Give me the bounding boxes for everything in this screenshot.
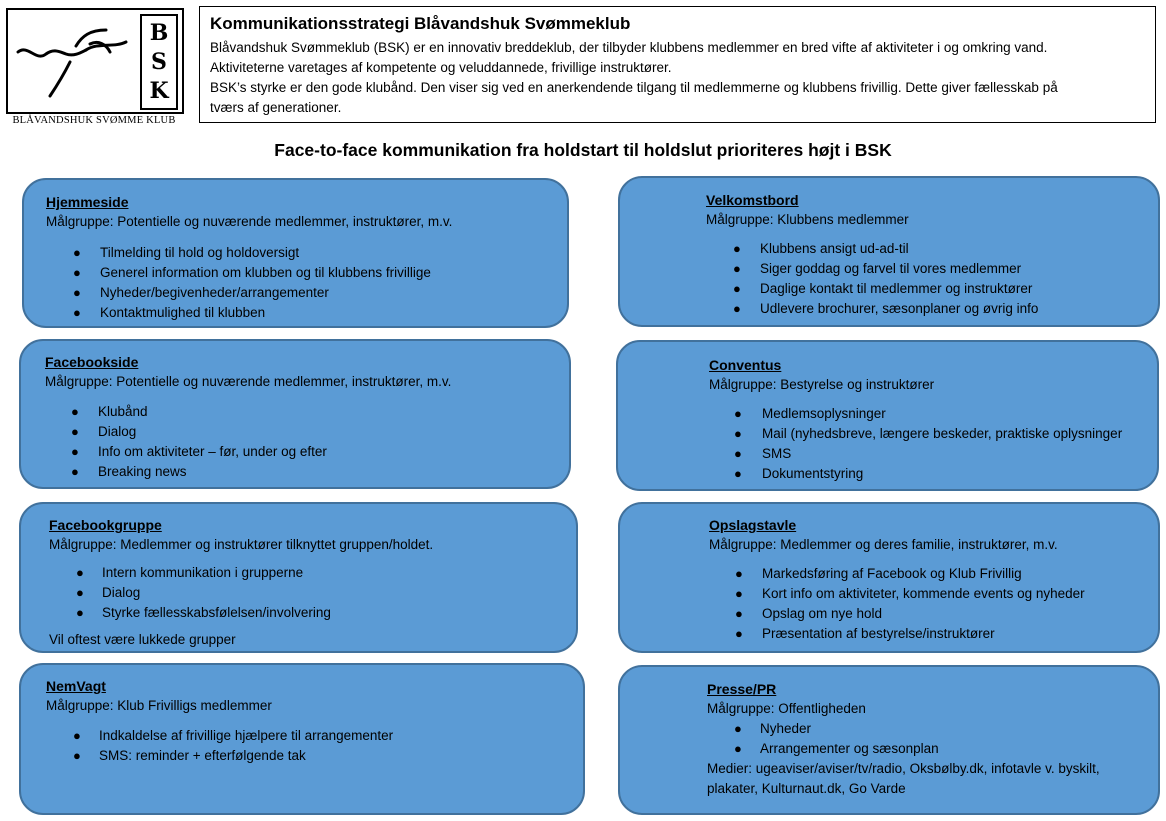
list-item: Klubbens ansigt ud-ad-til [760,241,909,256]
bullet-row [46,263,452,283]
bullet-row [45,462,451,482]
bullet-icon: ● [733,241,741,256]
list-item: Mail (nyhedsbreve, længere beskeder, praktiske oplysninger [762,426,1123,441]
bullet-icon: ● [735,626,743,641]
bullet-row [49,583,433,603]
bullet-icon: ● [734,406,742,421]
list-item: Tilmelding til hold og holdoversigt [100,245,300,260]
box-hjemmeside [22,178,569,328]
box-opslagstavle [618,502,1160,653]
bullet-row [709,564,1085,584]
bullet-icon: ● [735,566,743,581]
bullet-row [46,243,452,263]
header-line: Blåvandshuk Svømmeklub (BSK) er en innovativ breddeklub, der tilbyder klubbens medlemmer en bred vifte af aktiviteter i og omkring vand. [210,40,1048,55]
bullet-icon: ● [71,424,79,439]
list-item: SMS: reminder + efterfølgende tak [99,748,306,763]
bullet-row [46,303,452,323]
bullet-icon: ● [76,605,84,620]
list-item: Generel information om klubben og til klubbens frivillige [100,265,431,280]
box-facebookgruppe [19,502,578,653]
bullet-row [46,726,393,746]
list-item: Dialog [98,424,137,439]
bullet-icon: ● [733,281,741,296]
box-heading: NemVagt [46,678,106,694]
box-target: Målgruppe: Klubbens medlemmer [706,212,909,227]
bullet-row [706,259,1038,279]
box-heading: Conventus [709,357,782,373]
bullet-row [49,603,433,623]
bullet-icon: ● [71,464,79,479]
list-item: Styrke fællesskabsfølelsen/involvering [102,605,331,620]
box-conventus [616,340,1159,491]
logo-letter-b: B [149,20,169,46]
list-item: Klubånd [98,404,148,419]
box-footer-line: plakater, Kulturnaut.dk, Go Varde [707,781,906,796]
box-heading: Facebookside [45,354,139,370]
box-heading: Facebookgruppe [49,517,162,533]
bullet-row [709,464,1122,484]
box-target: Målgruppe: Potentielle og nuværende medlemmer, instruktører, m.v. [45,374,452,389]
bullet-row [46,283,452,303]
box-target: Målgruppe: Offentligheden [707,701,866,716]
section-subtitle: Face-to-face kommunikation fra holdstart til holdslut prioriteres højt i BSK [274,140,892,160]
list-item: Siger goddag og farvel til vores medlemmer [760,261,1022,276]
box-heading: Hjemmeside [46,194,129,210]
list-item: Nyheder [760,721,812,736]
list-item: Info om aktiviteter – før, under og efter [98,444,327,459]
bullet-icon: ● [734,466,742,481]
bullet-icon: ● [734,741,742,756]
bullet-icon: ● [735,606,743,621]
bullet-icon: ● [71,404,79,419]
logo-letter-k: K [149,78,169,104]
bullet-row [706,299,1038,319]
bullet-icon: ● [73,265,81,280]
list-item: Opslag om nye hold [762,606,883,621]
bullet-icon: ● [76,585,84,600]
bullet-row [46,746,393,766]
bullet-row [707,719,1100,739]
list-item: Nyheder/begivenheder/arrangementer [100,285,329,300]
bullet-icon: ● [76,565,84,580]
bullet-row [709,444,1122,464]
bullet-icon: ● [735,586,743,601]
bullet-row [706,239,1038,259]
bullet-icon: ● [73,748,81,763]
bullet-row [707,739,1100,759]
bullet-icon: ● [73,305,81,320]
header-line: tværs af generationer. [210,100,342,115]
box-nemvagt [19,663,585,815]
box-target: Målgruppe: Medlemmer og instruktører tilknyttet gruppen/holdet. [49,537,434,552]
header-box [199,6,1156,123]
box-heading: Velkomstbord [706,192,799,208]
header-line: BSK’s styrke er den gode klubånd. Den viser sig ved en anerkendende tilgang til medlemmerne og klubbens frivillig. Dette giver fællesskab på [210,80,1058,95]
box-target: Målgruppe: Bestyrelse og instruktører [709,377,935,392]
box-target: Målgruppe: Klub Frivilligs medlemmer [46,698,272,713]
list-item: Indkaldelse af frivillige hjælpere til arrangementer [99,728,394,743]
box-footer-line: Medier: ugeaviser/aviser/tv/radio, Oksbølby.dk, infotavle v. byskilt, [707,761,1100,776]
bullet-row [709,584,1085,604]
bullet-row [49,563,433,583]
box-target: Målgruppe: Medlemmer og deres familie, instruktører, m.v. [709,537,1058,552]
box-heading: Presse/PR [707,681,777,697]
club-logo [6,8,182,130]
bullet-icon: ● [734,721,742,736]
box-presse-pr [618,665,1160,815]
swimmer-icon [14,22,138,100]
box-footer: Vil oftest være lukkede grupper [49,632,236,647]
box-heading: Opslagstavle [709,517,797,533]
bullet-row [45,422,451,442]
bullet-icon: ● [73,245,81,260]
bullet-row [709,404,1122,424]
list-item: Arrangementer og sæsonplan [760,741,939,756]
list-item: Daglige kontakt til medlemmer og instruktører [760,281,1033,296]
bullet-row [709,624,1085,644]
box-target: Målgruppe: Potentielle og nuværende medlemmer, instruktører, m.v. [46,214,453,229]
bullet-row [709,424,1122,444]
page-title: Kommunikationsstrategi Blåvandshuk Svømmeklub [210,14,631,33]
list-item: Præsentation af bestyrelse/instruktører [762,626,995,641]
bullet-icon: ● [71,444,79,459]
header-line: Aktiviteterne varetages af kompetente og veluddannede, frivillige instruktører. [210,60,672,75]
bullet-icon: ● [73,728,81,743]
list-item: Dialog [102,585,141,600]
bullet-row [45,402,451,422]
list-item: SMS [762,446,792,461]
bullet-icon: ● [734,446,742,461]
list-item: Kontaktmulighed til klubben [100,305,266,320]
list-item: Udlevere brochurer, sæsonplaner og øvrig info [760,301,1039,316]
bullet-row [45,442,451,462]
bullet-row [706,279,1038,299]
list-item: Markedsføring af Facebook og Klub Frivillig [762,566,1022,581]
box-facebookside [19,339,571,489]
logo-letters [140,14,178,110]
list-item: Medlemsoplysninger [762,406,886,421]
bullet-icon: ● [734,426,742,441]
list-item: Breaking news [98,464,187,479]
bullet-icon: ● [733,261,741,276]
list-item: Kort info om aktiviteter, kommende events og nyheder [762,586,1085,601]
list-item: Dokumentstyring [762,466,864,481]
list-item: Intern kommunikation i grupperne [102,565,304,580]
bullet-icon: ● [73,285,81,300]
box-velkomstbord [618,176,1160,327]
bullet-row [709,604,1085,624]
bullet-icon: ● [733,301,741,316]
logo-caption: BLÅVANDSHUK SVØMME KLUB [12,115,176,126]
logo-letter-s: S [151,49,167,75]
